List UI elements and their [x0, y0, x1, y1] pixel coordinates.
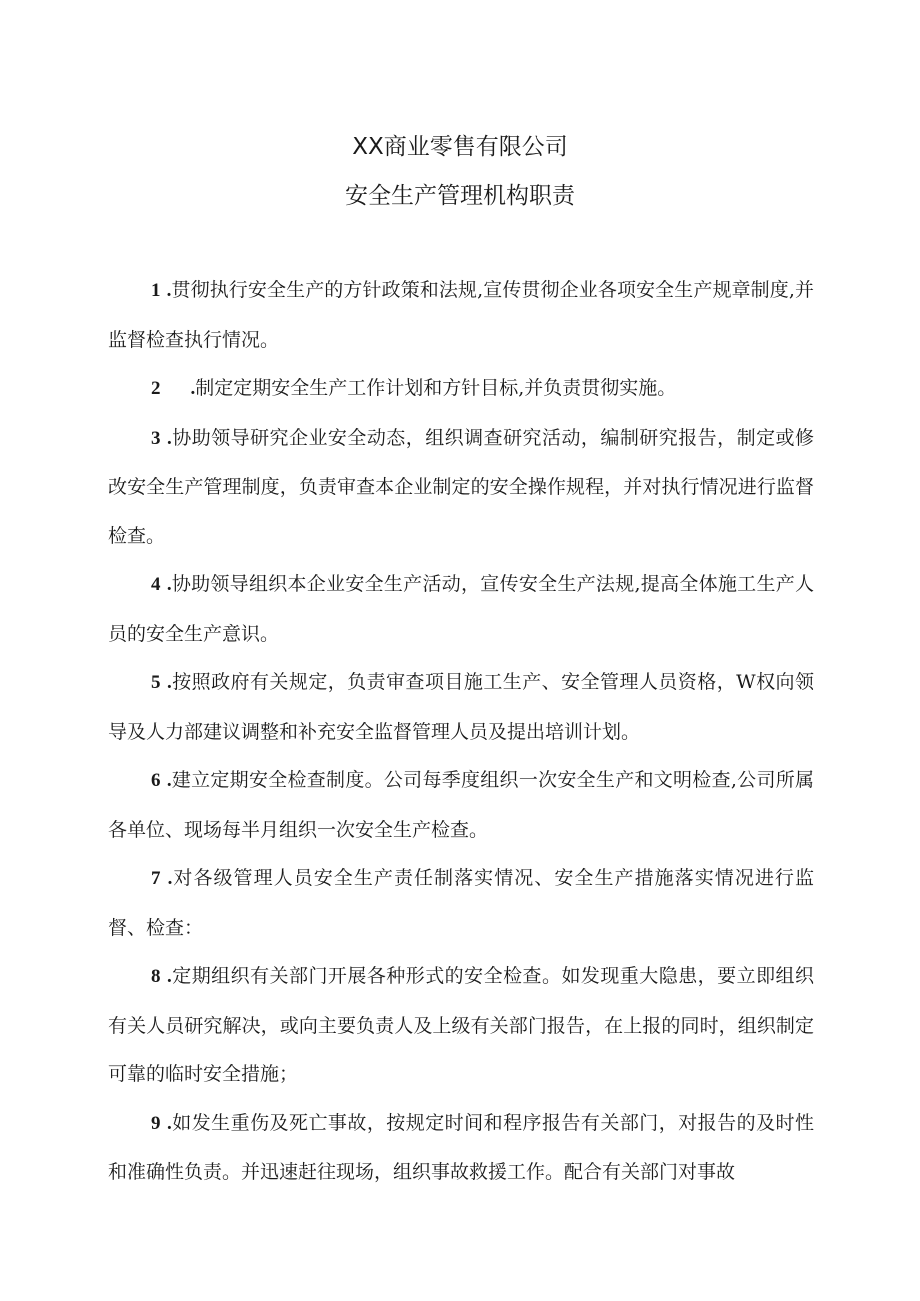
item-text: 制定定期安全生产工作计划和方针目标,并负责贯彻实施。 — [195, 377, 677, 399]
item-number: 4 — [151, 574, 161, 595]
duty-item-8 — [108, 952, 814, 1099]
item-separator: . — [166, 280, 172, 301]
item-number: 7 — [151, 868, 161, 889]
item-text: 如发生重伤及死亡事故，按规定时间和程序报告有关部门，对报告的及时性和准确性负责。并迅速赶往现场，组织事故救援工作。配合有关部门对事故 — [108, 1111, 814, 1183]
item-text: 对各级管理人员安全生产责任制落实情况、安全生产措施落实情况进行监督、检查： — [108, 867, 814, 939]
item-text: 定期组织有关部门开展各种形式的安全检查。如发现重大隐患，要立即组织有关人员研究解决，或向主要负责人及上级有关部门报告，在上报的同时，组织制定可靠的临时安全措施； — [108, 965, 814, 1085]
item-separator: . — [167, 966, 172, 987]
item-number: 6 — [151, 770, 161, 791]
duty-item-3 — [108, 414, 814, 561]
duty-item-6 — [108, 756, 814, 854]
item-text: 协助领导组织本企业安全生产活动，宣传安全生产法规,提高全体施工生产人员的安全生产意识。 — [108, 573, 815, 645]
duty-item-7 — [108, 854, 814, 952]
item-separator: . — [167, 868, 173, 889]
item-text: 协助领导研究企业安全动态，组织调查研究活动，编制研究报告，制定或修改安全生产管理制度，负责审查本企业制定的安全操作规程，并对执行情况进行监督检查。 — [108, 426, 814, 547]
document-body — [108, 266, 814, 1197]
duty-item-5 — [108, 658, 814, 756]
item-number: 5 — [151, 672, 161, 693]
item-text: 按照政府有关规定，负责审查项目施工生产、安全管理人员资格，W权向领导及人力部建议调整和补充安全监督管理人员及提出培训计划。 — [108, 671, 815, 743]
item-separator: . — [167, 1112, 172, 1134]
item-number: 8 — [151, 966, 161, 987]
item-separator: . — [167, 672, 172, 693]
document-title: 安全生产管理机构职责 — [345, 183, 575, 209]
company-title: XX商业零售有限公司 — [352, 134, 568, 160]
duty-item-1 — [108, 266, 814, 364]
duty-item-9 — [108, 1099, 814, 1197]
item-separator: . — [166, 770, 172, 791]
item-separator: . — [166, 574, 172, 595]
item-text: 贯彻执行安全生产的方针政策和法规,宣传贯彻企业各项安全生产规章制度,并监督检查执行情况。 — [108, 279, 814, 351]
item-number: 9 — [151, 1112, 161, 1134]
item-text: 建立定期安全检查制度。公司每季度组织一次安全生产和文明检查,公司所属各单位、现场每半月组织一次安全生产检查。 — [108, 769, 815, 841]
item-number: 2 — [151, 378, 161, 399]
item-separator: . — [167, 427, 172, 449]
duty-item-2 — [108, 364, 814, 414]
item-number: 1 — [151, 280, 161, 301]
item-separator: . — [190, 378, 196, 399]
duty-item-4 — [108, 560, 814, 658]
item-number: 3 — [151, 427, 161, 449]
